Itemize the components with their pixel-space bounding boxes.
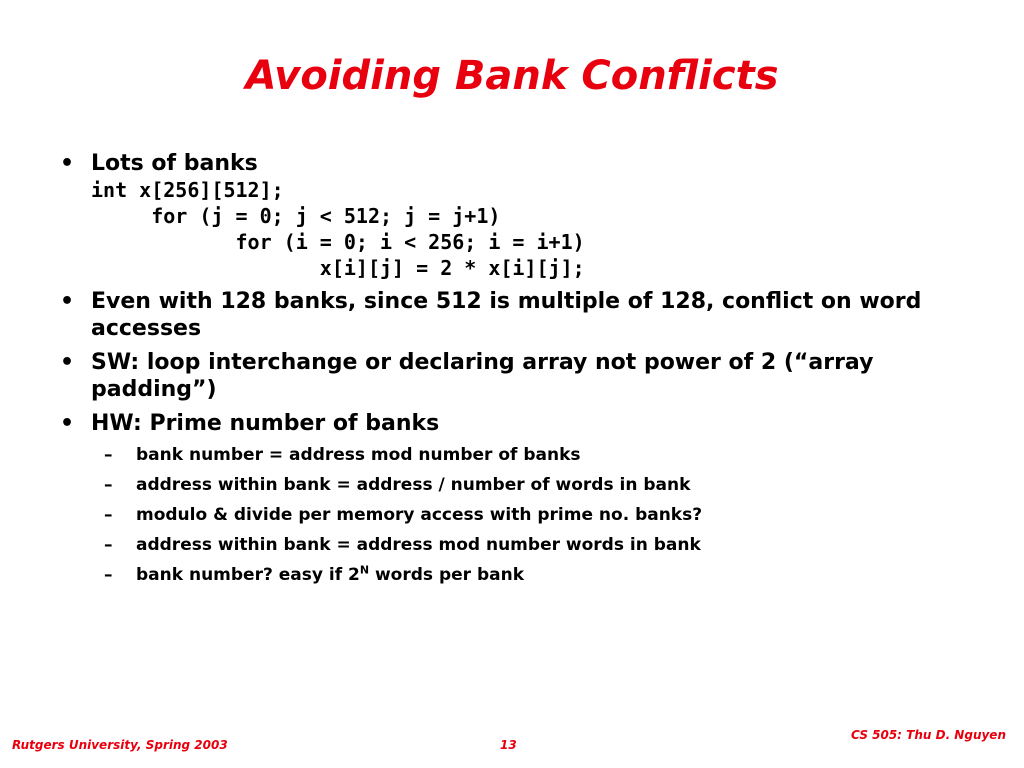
bullet-glyph: • <box>60 289 75 314</box>
dash-glyph: – <box>104 535 113 555</box>
sub-item <box>60 534 990 556</box>
bullet-text: HW: Prime number of banks <box>91 411 440 436</box>
footer-course: CS 505: Thu D. Nguyen <box>850 728 1006 742</box>
sub-item-text-before: bank number? easy if 2 <box>136 565 360 585</box>
bullet-glyph: • <box>60 350 75 375</box>
code-line: for (j = 0; j < 512; j = j+1) <box>91 204 501 228</box>
bullet-item <box>60 288 990 342</box>
slide-title: Avoiding Bank Conflicts <box>245 53 779 99</box>
dash-glyph: – <box>104 565 113 585</box>
bullet-glyph: • <box>60 411 75 436</box>
code-line: int x[256][512]; <box>91 178 284 202</box>
bullet-item <box>60 410 990 437</box>
footer-page-number: 13 <box>500 738 517 752</box>
sub-item-text <box>136 565 524 585</box>
sub-item <box>60 564 990 586</box>
bullet-text: Lots of banks <box>91 151 258 176</box>
dash-glyph: – <box>104 505 113 525</box>
bullet-glyph: • <box>60 151 75 176</box>
sub-item <box>60 444 990 466</box>
dash-glyph: – <box>104 475 113 495</box>
bullet-text: Even with 128 banks, since 512 is multiple of 128, conflict on word accesses <box>91 289 922 341</box>
sub-item-text: bank number = address mod number of banks <box>136 445 581 465</box>
sub-item-text-after: words per bank <box>369 565 525 585</box>
superscript-n: N <box>359 563 370 577</box>
dash-glyph: – <box>104 445 113 465</box>
code-line: x[i][j] = 2 * x[i][j]; <box>91 256 585 280</box>
sub-item-text: address within bank = address / number of words in bank <box>136 475 691 495</box>
sub-item-text: modulo & divide per memory access with prime no. banks? <box>136 505 703 525</box>
bullet-text: SW: loop interchange or declaring array not power of 2 (“array padding”) <box>91 350 874 402</box>
sub-item <box>60 504 990 526</box>
sub-item-text: address within bank = address mod number words in bank <box>136 535 701 555</box>
slide-body <box>60 150 990 594</box>
sub-list <box>60 444 990 586</box>
footer-institution: Rutgers University, Spring 2003 <box>12 738 228 752</box>
bullet-item <box>60 349 990 403</box>
bullet-item <box>60 150 990 281</box>
sub-item <box>60 474 990 496</box>
code-line: for (i = 0; i < 256; i = i+1) <box>91 230 585 254</box>
